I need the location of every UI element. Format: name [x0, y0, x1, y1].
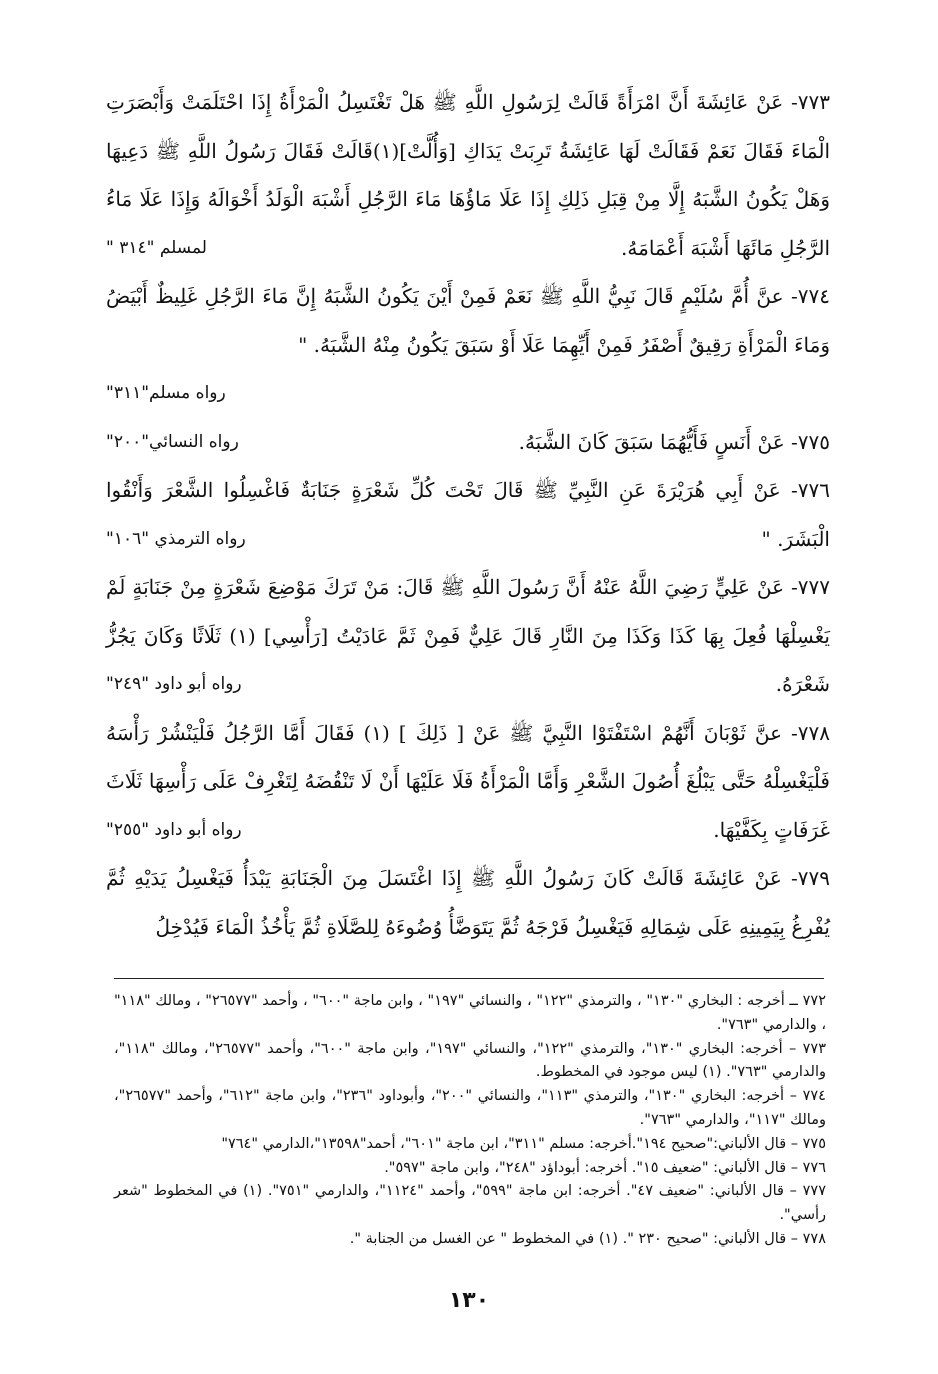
hadith-text: ٧٧٧- عَنْ عَلِيٍّ رَضِيَ اللَّهُ عَنْهُ أَنَّ رَسُولَ اللَّهِ ﷺ قَالَ: مَنْ تَرَكَ مَوْضِعَ شَعْرَةٍ مِنْ جَنَابَةٍ لَمْ يَغْسِلْهَا فُعِلَ بِهَا كَذَا وَكَذَا مِنَ النَّارِ قَالَ عَلِيٌّ فَمِنْ ثَمَّ عَادَيْتُ [رَأْسِي] (١) ثَلَاثًا وَكَانَ يَجُزُّ شَعْرَهُ. — [106, 575, 830, 696]
hadith-777 — [106, 563, 830, 709]
footnote: ٧٧٥ – قال الألباني:"صحيح ١٩٤".أخرجه: مسلم "٣١١"، ابن ماجة "٦٠١"، أحمد"١٣٥٩٨"،الدارمي "٧٦٤" — [221, 1135, 826, 1152]
hadith-reference: رواه النسائي"٢٠٠" — [106, 431, 239, 452]
hadith-text: ٧٧٥- عَنْ أَنَسٍ فَأَيُّهُمَا سَبَقَ كَانَ الشَّبَهُ. — [518, 429, 830, 454]
footnote: ٧٧٤ – أخرجه: البخاري "١٣٠"، والترمذي "١١٣"، والنسائي "٢٠٠"، وأبوداود "٢٣٦"، وابن ماجة "٦١٢"، وأحمد "٢٦٥٧٧"، ومالك "١١٧"، والدارمي "٧٦٣". — [114, 1088, 826, 1128]
hadith-text: ٧٧٨- عنَّ ثَوْبَانَ أَنَّهُمْ اسْتَفْتَوْا النَّبِيَّ ﷺ عَنْ [ ذَلِكَ ] (١) فَقَالَ أَمَّا الرَّجُلُ فَلْيَنْشُرْ رَأْسَهُ فَلْيَغْسِلْهُ حَتَّى يَبْلُغَ أُصُولَ الشَّعْرِ وَأَمَّا الْمَرْأَةُ فَلَا عَلَيْهَا أَنْ لَا تَنْقُضَهُ لِتَغْرِفْ عَلَى رَأْسِهَا ثَلَاثَ غَرَفَاتٍ بِكَفَّيْهَا. — [106, 720, 831, 842]
hadith-reference: لمسلم "٣١٤ " — [106, 237, 207, 258]
hadith-text: ٧٧٣- عَنْ عَائِشَةَ أَنَّ امْرَأَةً قَالَتْ لِرَسُولِ اللَّهِ ﷺ هَلْ تَغْتَسِلُ الْمَرْأَةُ إِذَا احْتَلَمَتْ وَأَبْصَرَتِ الْمَاءَ فَقَالَ نَعَمْ فَقَالَتْ لَهَا عَائِشَةُ تَرِبَتْ يَدَاكِ [وَأُلَّتْ](١)قَالَتْ فَقَالَ رَسُولُ اللَّهِ ﷺ دَعِيهَا وَهَلْ يَكُونُ الشَّبَهُ إِلَّا مِنْ قِبَلِ ذَلِكِ إِذَا عَلَا مَاؤُهَا مَاءَ الرَّجُلِ أَشْبَهَ الْوَلَدُ أَخْوَالَهُ وَإِذَا عَلَا مَاءُ الرَّجُلِ مَائَهَا أَشْبَهَ أَعْمَامَهُ. — [106, 90, 831, 260]
footnote-divider — [114, 978, 824, 979]
hadith-774 — [106, 272, 830, 369]
hadith-text: ٧٧٦- عَنْ أَبِي هُرَيْرَةَ عَنِ النَّبِيِّ ﷺ قَالَ تَحْتَ كُلِّ شَعْرَةٍ جَنَابَةٌ فَاغْسِلُوا الشَّعْرَ وَأَنْقُوا الْبَشَرَ. " — [106, 478, 830, 551]
footnotes — [114, 990, 826, 1252]
hadith-text-body — [106, 78, 830, 951]
hadith-778 — [106, 709, 830, 855]
hadith-779 — [106, 854, 830, 951]
hadith-775 — [106, 418, 830, 467]
footnote: ٧٧٨ – قال الألباني: "صحيح ٢٣٠ ". (١) في المخطوط " عن الغسل من الجنابة ". — [349, 1230, 826, 1247]
hadith-text: ٧٧٩- عَنْ عَائِشَةَ قَالَتْ كَانَ رَسُولُ اللَّهِ ﷺ إِذَا اغْتَسَلَ مِنَ الْجَنَابَةِ يَبْدَأُ فَيَغْسِلُ يَدَيْهِ ثُمَّ يُفْرِغُ بِيَمِينِهِ عَلَى شِمَالِهِ فَيَغْسِلُ فَرْجَهُ ثُمَّ يَتَوَضَّأُ وُضُوءَهُ لِلصَّلَاةِ ثُمَّ يَأْخُذُ الْمَاءَ فَيُدْخِلُ — [106, 866, 830, 939]
hadith-reference: رواه مسلم"٣١١" — [106, 383, 226, 403]
hadith-773 — [106, 78, 830, 272]
hadith-reference: رواه الترمذي "١٠٦" — [106, 528, 246, 549]
hadith-reference: رواه أبو داود "٢٤٩" — [106, 674, 242, 694]
footnote: ٧٧٢ ــ أخرجه : البخاري "١٣٠" ، والترمذي "١٢٢" ، والنسائي "١٩٧" ، وابن ماجة "٦٠٠" ، وأحمد "٢٦٥٧٧" ، ومالك "١١٨" ، والدارمي "٧٦٣". — [114, 993, 826, 1033]
hadith-776 — [106, 466, 830, 563]
page-number: ١٣٠ — [448, 1288, 490, 1313]
footnote: ٧٧٦ – قال الألباني: "ضعيف ١٥". أخرجه: أبوداؤد "٢٤٨"، وابن ماجة "٥٩٧". — [384, 1159, 826, 1176]
hadith-text: ٧٧٤- عنَّ أُمَّ سُلَيْمٍ قَالَ نَبِيُّ اللَّهِ ﷺ نَعَمْ فَمِنْ أَيْنَ يَكُونُ الشَّبَهُ إِنَّ مَاءَ الرَّجُلِ غَلِيظٌ أَبْيَضُ وَمَاءَ الْمَرْأَةِ رَقِيقٌ أَصْفَرُ فَمِنْ أَيِّهِمَا عَلَا أَوْ سَبَقَ يَكُونُ مِنْهُ الشَّبَهُ. " — [106, 284, 830, 357]
footnote: ٧٧٧ – قال الألباني: "ضعيف ٤٧". أخرجه: ابن ماجة "٥٩٩"، وأحمد "١١٢٤"، والدارمي "٧٥١". (١) في المخطوط "شعر رأسي". — [114, 1183, 827, 1224]
footnote: ٧٧٣ – أخرجه: البخاري "١٣٠"، والترمذي "١٢٢"، والنسائي "١٩٧"، وابن ماجة "٦٠٠"، وأحمد "٢٦٥٧٧"، ومالك "١١٨"، والدارمي "٧٦٣". (١) ليس موجود في المخطوط. — [114, 1040, 827, 1081]
hadith-reference: رواه أبو داود "٢٥٥" — [106, 819, 242, 840]
